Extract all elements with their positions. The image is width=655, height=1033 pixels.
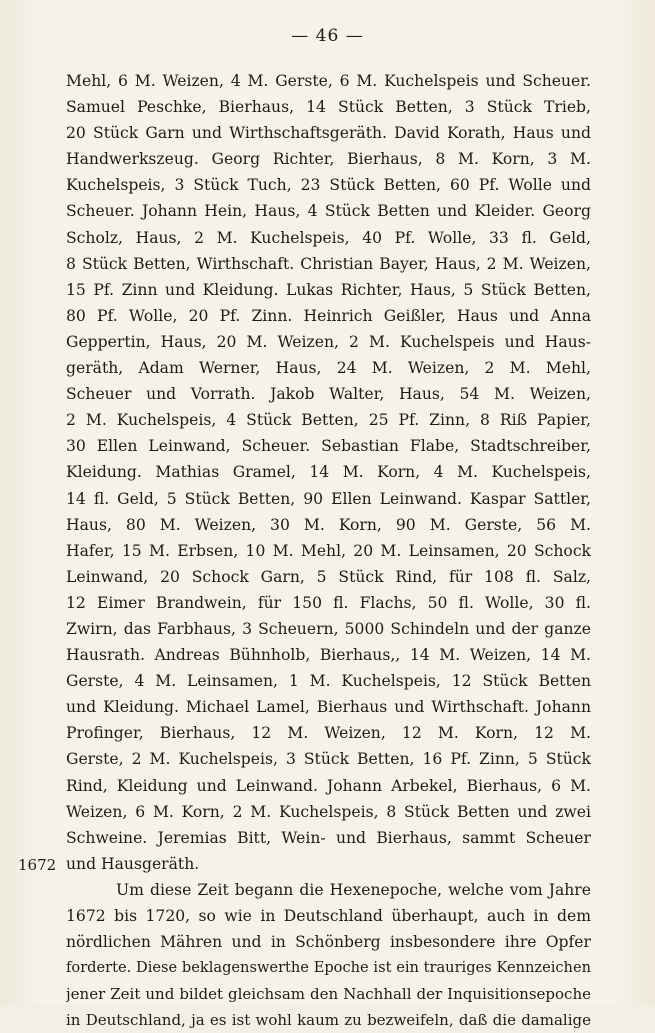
text-line: Rind, Kleidung und Leinwand. Johann Arbekel, Bierhaus, 6 M.: [66, 776, 591, 795]
text-line: Zwirn, das Farbhaus, 3 Scheuern, 5000 Schindeln und der ganze: [66, 619, 591, 638]
text-line: Handwerkszeug. Georg Richter, Bierhaus, 8 M. Korn, 3 M.: [66, 150, 591, 169]
text-line: Hafer, 15 M. Erbsen, 10 M. Mehl, 20 M. Leinsamen, 20 Schock: [66, 541, 591, 560]
page-number: — 46 —: [291, 26, 364, 46]
text-line: 1672 bis 1720, so wie in Deutschland überhaupt, auch in dem: [66, 907, 591, 925]
text-line: Gerste, 2 M. Kuchelspeis, 3 Stück Betten, 16 Pf. Zinn, 5 Stück: [66, 750, 591, 769]
text-line: Profinger, Bierhaus, 12 M. Weizen, 12 M. Korn, 12 M.: [66, 724, 591, 743]
body-text: [66, 68, 591, 1033]
text-line: Schweine. Jeremias Bitt, Wein- und Bierhaus, sammt Scheuer: [66, 828, 591, 847]
text-line: 30 Ellen Leinwand, Scheuer. Sebastian Flabe, Stadtschreiber,: [66, 437, 591, 456]
text-line: forderte. Diese beklagenswerthe Epoche ist ein trauriges Kennzeichen: [66, 959, 591, 977]
text-line: 8 Stück Betten, Wirthschaft. Christian Bayer, Haus, 2 M. Weizen,: [66, 254, 591, 273]
text-line: Mehl, 6 M. Weizen, 4 M. Gerste, 6 M. Kuchelspeis und Scheuer.: [66, 72, 591, 90]
text-line: geräth, Adam Werner, Haus, 24 M. Weizen, 2 M. Mehl,: [66, 359, 591, 378]
text-line: Hausrath. Andreas Bühnholb, Bierhaus,, 14 M. Weizen, 14 M.: [66, 646, 591, 665]
text-line: nördlichen Mähren und in Schönberg insbesondere ihre Opfer: [66, 933, 591, 952]
text-line: in Deutschland, ja es ist wohl kaum zu bezweifeln, daß die damalige: [66, 1011, 591, 1030]
text-line: Leinwand, 20 Schock Garn, 5 Stück Rind, für 108 fl. Salz,: [66, 567, 591, 586]
text-line: 20 Stück Garn und Wirthschaftsgeräth. David Korath, Haus und: [66, 124, 591, 143]
paragraph-end-line: und Hausgeräth.: [66, 854, 200, 873]
text-line: Gerste, 4 M. Leinsamen, 1 M. Kuchelspeis, 12 Stück Betten: [66, 672, 591, 691]
text-line: 15 Pf. Zinn und Kleidung. Lukas Richter, Haus, 5 Stück Betten,: [66, 280, 591, 299]
text-line: Kuchelspeis, 3 Stück Tuch, 23 Stück Betten, 60 Pf. Wolle und: [66, 176, 591, 195]
text-line: Scheuer. Johann Hein, Haus, 4 Stück Betten und Kleider. Georg: [66, 202, 591, 221]
margin-year-note: 1672: [18, 856, 57, 874]
text-line: Geppertin, Haus, 20 M. Weizen, 2 M. Kuchelspeis und Haus-: [66, 332, 591, 351]
text-line: Kleidung. Mathias Gramel, 14 M. Korn, 4 M. Kuchelspeis,: [66, 463, 591, 482]
text-line: 14 fl. Geld, 5 Stück Betten, 90 Ellen Leinwand. Kaspar Sattler,: [66, 489, 591, 508]
text-line: Haus, 80 M. Weizen, 30 M. Korn, 90 M. Gerste, 56 M.: [66, 515, 591, 534]
text-line: und Kleidung. Michael Lamel, Bierhaus und Wirthschaft. Johann: [66, 698, 591, 717]
text-line: Scheuer und Vorrath. Jakob Walter, Haus, 54 M. Weizen,: [66, 385, 591, 404]
text-line: 2 M. Kuchelspeis, 4 Stück Betten, 25 Pf. Zinn, 8 Riß Papier,: [66, 411, 591, 430]
paragraph-start-line: Um diese Zeit begann die Hexenepoche, welche vom Jahre: [116, 880, 591, 899]
text-line: 12 Eimer Brandwein, für 150 fl. Flachs, 50 fl. Wolle, 30 fl.: [66, 593, 591, 612]
text-line: jener Zeit und bildet gleichsam den Nachhall der Inquisitionsepoche: [66, 985, 591, 1004]
text-line: Samuel Peschke, Bierhaus, 14 Stück Betten, 3 Stück Trieb,: [66, 98, 591, 117]
text-line: Scholz, Haus, 2 M. Kuchelspeis, 40 Pf. Wolle, 33 fl. Geld,: [66, 228, 591, 247]
text-line: 80 Pf. Wolle, 20 Pf. Zinn. Heinrich Geißler, Haus und Anna: [66, 306, 591, 325]
text-line: Weizen, 6 M. Korn, 2 M. Kuchelspeis, 8 Stück Betten und zwei: [66, 802, 591, 821]
